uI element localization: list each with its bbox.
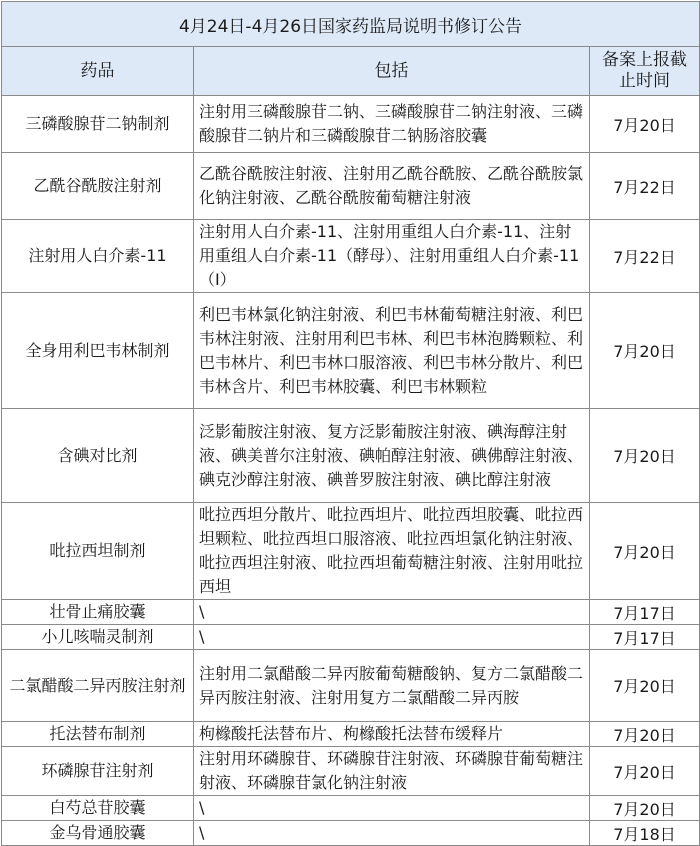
header-deadline: 备案上报截止时间 (590, 47, 700, 96)
includes-cell: \ (194, 625, 590, 650)
table-row (2, 96, 700, 153)
includes-cell: 利巴韦林氯化钠注射液、利巴韦林葡萄糖注射液、利巴韦林注射液、注射用利巴韦林、利巴韦林泡腾颗粒、利巴韦林片、利巴韦林口服溶液、利巴韦林分散片、利巴韦林含片、利巴韦林胶囊、利巴韦林颗粒 (194, 293, 590, 409)
table-row (2, 220, 700, 293)
deadline-cell: 7月22日 (590, 153, 700, 220)
table-row (2, 796, 700, 821)
includes-cell: 泛影葡胺注射液、复方泛影葡胺注射液、碘海醇注射液、碘美普尔注射液、碘帕醇注射液、碘佛醇注射液、碘克沙醇注射液、碘普罗胺注射液、碘比醇注射液 (194, 409, 590, 503)
table-row (2, 650, 700, 722)
table-row (2, 503, 700, 600)
table-row (2, 409, 700, 503)
includes-cell: 乙酰谷酰胺注射液、注射用乙酰谷酰胺、乙酰谷酰胺氯化钠注射液、乙酰谷酰胺葡萄糖注射液 (194, 153, 590, 220)
includes-cell: 枸橼酸托法替布片、枸橼酸托法替布缓释片 (194, 722, 590, 747)
includes-cell: 注射用三磷酸腺苷二钠、三磷酸腺苷二钠注射液、三磷酸腺苷二钠片和三磷酸腺苷二钠肠溶胶囊 (194, 96, 590, 153)
drug-cell: 小儿咳喘灵制剂 (2, 625, 194, 650)
includes-cell: 注射用环磷腺苷、环磷腺苷注射液、环磷腺苷葡萄糖注射液、环磷腺苷氯化钠注射液 (194, 747, 590, 796)
drug-cell: 二氯醋酸二异丙胺注射剂 (2, 650, 194, 722)
header-drug: 药品 (2, 47, 194, 96)
deadline-cell: 7月20日 (590, 96, 700, 153)
drug-cell: 托法替布制剂 (2, 722, 194, 747)
deadline-cell: 7月17日 (590, 625, 700, 650)
drug-cell: 金乌骨通胶囊 (2, 821, 194, 846)
deadline-cell: 7月20日 (590, 722, 700, 747)
deadline-cell: 7月17日 (590, 600, 700, 625)
title-row (2, 2, 700, 47)
table-title: 4月24日-4月26日国家药监局说明书修订公告 (2, 2, 700, 47)
drug-cell: 含碘对比剂 (2, 409, 194, 503)
deadline-cell: 7月20日 (590, 293, 700, 409)
table-row (2, 722, 700, 747)
deadline-cell: 7月18日 (590, 821, 700, 846)
drug-cell: 全身用利巴韦林制剂 (2, 293, 194, 409)
deadline-cell: 7月20日 (590, 409, 700, 503)
includes-cell: \ (194, 600, 590, 625)
deadline-cell: 7月20日 (590, 650, 700, 722)
table-row (2, 293, 700, 409)
drug-cell: 注射用人白介素-11 (2, 220, 194, 293)
includes-cell: 吡拉西坦分散片、吡拉西坦片、吡拉西坦胶囊、吡拉西坦颗粒、吡拉西坦口服溶液、吡拉西坦氯化钠注射液、吡拉西坦注射液、吡拉西坦葡萄糖注射液、注射用吡拉西坦 (194, 503, 590, 600)
notice-table (1, 1, 700, 846)
drug-cell: 环磷腺苷注射剂 (2, 747, 194, 796)
deadline-cell: 7月20日 (590, 796, 700, 821)
includes-cell: 注射用人白介素-11、注射用重组人白介素-11、注射用重组人白介素-11（酵母）、注射用重组人白介素-11（I） (194, 220, 590, 293)
table-row (2, 600, 700, 625)
table-row (2, 747, 700, 796)
includes-cell: \ (194, 821, 590, 846)
table-row (2, 625, 700, 650)
drug-cell: 白芍总苷胶囊 (2, 796, 194, 821)
drug-cell: 乙酰谷酰胺注射剂 (2, 153, 194, 220)
includes-cell: 注射用二氯醋酸二异丙胺葡萄糖酸钠、复方二氯醋酸二异丙胺注射液、注射用复方二氯醋酸二异丙胺 (194, 650, 590, 722)
header-row (2, 47, 700, 96)
header-includes: 包括 (194, 47, 590, 96)
drug-cell: 三磷酸腺苷二钠制剂 (2, 96, 194, 153)
deadline-cell: 7月20日 (590, 503, 700, 600)
table-row (2, 153, 700, 220)
deadline-cell: 7月22日 (590, 220, 700, 293)
drug-cell: 吡拉西坦制剂 (2, 503, 194, 600)
drug-cell: 壮骨止痛胶囊 (2, 600, 194, 625)
deadline-cell: 7月20日 (590, 747, 700, 796)
includes-cell: \ (194, 796, 590, 821)
